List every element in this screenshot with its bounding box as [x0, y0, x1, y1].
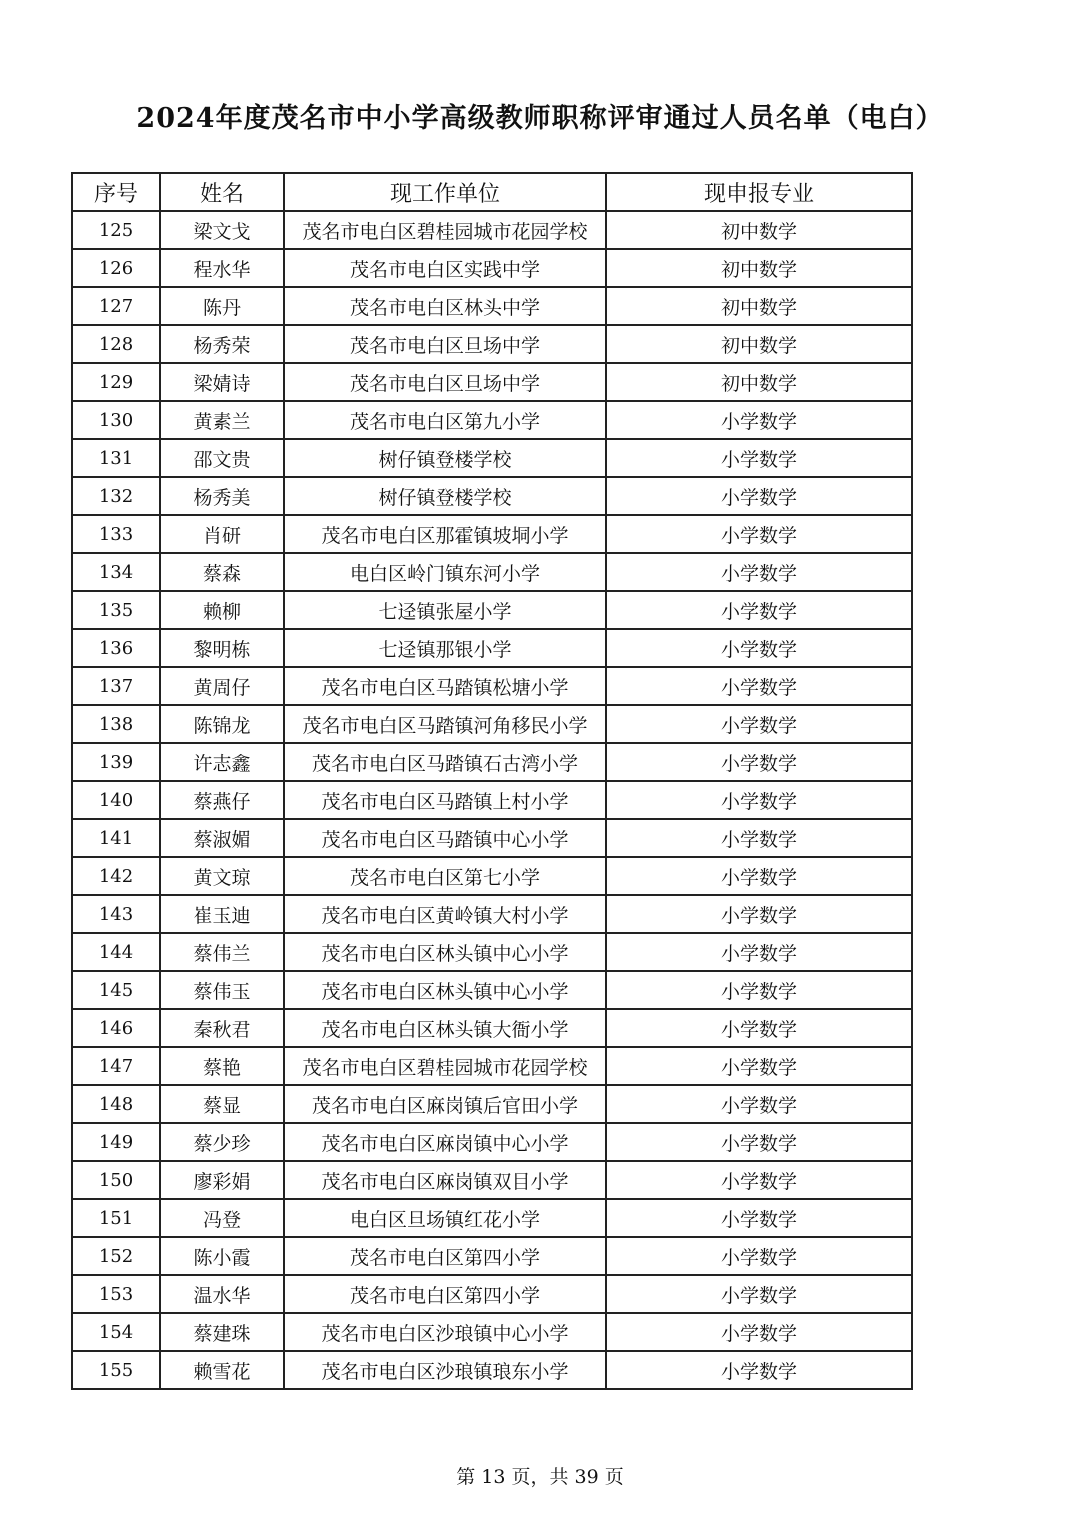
- table-row: [72, 705, 912, 743]
- cell-major: 小学数学: [606, 781, 912, 819]
- cell-major: 小学数学: [606, 591, 912, 629]
- cell-name: 陈丹: [160, 287, 284, 325]
- cell-workplace: 茂名市电白区黄岭镇大村小学: [284, 895, 606, 933]
- cell-name: 黄文琼: [160, 857, 284, 895]
- table-row: [72, 287, 912, 325]
- cell-index: 152: [72, 1237, 160, 1275]
- table-row: [72, 895, 912, 933]
- cell-name: 程水华: [160, 249, 284, 287]
- cell-workplace: 茂名市电白区第四小学: [284, 1237, 606, 1275]
- cell-name: 杨秀荣: [160, 325, 284, 363]
- cell-name: 梁文戈: [160, 211, 284, 249]
- cell-major: 小学数学: [606, 1199, 912, 1237]
- cell-major: 小学数学: [606, 743, 912, 781]
- cell-name: 梁婧诗: [160, 363, 284, 401]
- table-row: [72, 933, 912, 971]
- cell-index: 146: [72, 1009, 160, 1047]
- table-row: [72, 1237, 912, 1275]
- cell-name: 蔡燕仔: [160, 781, 284, 819]
- table-row: [72, 971, 912, 1009]
- cell-name: 蔡少珍: [160, 1123, 284, 1161]
- cell-workplace: 茂名市电白区马踏镇中心小学: [284, 819, 606, 857]
- cell-workplace: 茂名市电白区碧桂园城市花园学校: [284, 1047, 606, 1085]
- table-row: [72, 401, 912, 439]
- cell-index: 139: [72, 743, 160, 781]
- cell-major: 小学数学: [606, 1275, 912, 1313]
- cell-name: 陈小霞: [160, 1237, 284, 1275]
- cell-workplace: 树仔镇登楼学校: [284, 477, 606, 515]
- cell-workplace: 茂名市电白区沙琅镇琅东小学: [284, 1351, 606, 1389]
- cell-major: 小学数学: [606, 1237, 912, 1275]
- table-row: [72, 325, 912, 363]
- page-number: 第 13 页，共 39 页: [456, 1466, 624, 1488]
- cell-major: 小学数学: [606, 971, 912, 1009]
- cell-index: 132: [72, 477, 160, 515]
- table-row: [72, 553, 912, 591]
- table-row: [72, 629, 912, 667]
- cell-major: 小学数学: [606, 667, 912, 705]
- cell-index: 126: [72, 249, 160, 287]
- cell-name: 蔡显: [160, 1085, 284, 1123]
- cell-name: 杨秀美: [160, 477, 284, 515]
- cell-workplace: 茂名市电白区林头镇中心小学: [284, 971, 606, 1009]
- cell-workplace: 七迳镇张屋小学: [284, 591, 606, 629]
- cell-index: 142: [72, 857, 160, 895]
- cell-workplace: 茂名市电白区第七小学: [284, 857, 606, 895]
- cell-index: 136: [72, 629, 160, 667]
- table-row: [72, 1161, 912, 1199]
- cell-index: 151: [72, 1199, 160, 1237]
- cell-index: 145: [72, 971, 160, 1009]
- cell-major: 初中数学: [606, 287, 912, 325]
- cell-workplace: 茂名市电白区沙琅镇中心小学: [284, 1313, 606, 1351]
- cell-name: 蔡艳: [160, 1047, 284, 1085]
- cell-name: 蔡淑媚: [160, 819, 284, 857]
- cell-major: 初中数学: [606, 249, 912, 287]
- table-row: [72, 1351, 912, 1389]
- cell-major: 小学数学: [606, 1123, 912, 1161]
- cell-workplace: 茂名市电白区实践中学: [284, 249, 606, 287]
- cell-major: 小学数学: [606, 705, 912, 743]
- personnel-table-container: [71, 172, 911, 1390]
- cell-name: 蔡建珠: [160, 1313, 284, 1351]
- table-row: [72, 781, 912, 819]
- cell-index: 141: [72, 819, 160, 857]
- cell-major: 初中数学: [606, 325, 912, 363]
- cell-major: 初中数学: [606, 211, 912, 249]
- cell-workplace: 茂名市电白区林头镇大衙小学: [284, 1009, 606, 1047]
- cell-workplace: 茂名市电白区那霍镇坡垌小学: [284, 515, 606, 553]
- cell-index: 155: [72, 1351, 160, 1389]
- cell-major: 小学数学: [606, 515, 912, 553]
- header-workplace: 现工作单位: [284, 173, 606, 211]
- table-row: [72, 515, 912, 553]
- cell-workplace: 七迳镇那银小学: [284, 629, 606, 667]
- cell-name: 黄素兰: [160, 401, 284, 439]
- cell-workplace: 茂名市电白区麻岗镇双目小学: [284, 1161, 606, 1199]
- cell-workplace: 茂名市电白区马踏镇石古湾小学: [284, 743, 606, 781]
- table-row: [72, 1275, 912, 1313]
- cell-index: 144: [72, 933, 160, 971]
- cell-major: 小学数学: [606, 439, 912, 477]
- cell-workplace: 茂名市电白区麻岗镇中心小学: [284, 1123, 606, 1161]
- cell-index: 125: [72, 211, 160, 249]
- table-row: [72, 1123, 912, 1161]
- cell-workplace: 茂名市电白区马踏镇松塘小学: [284, 667, 606, 705]
- table-row: [72, 591, 912, 629]
- table-row: [72, 819, 912, 857]
- table-row: [72, 211, 912, 249]
- cell-major: 小学数学: [606, 933, 912, 971]
- cell-major: 小学数学: [606, 1161, 912, 1199]
- table-header-row: [72, 173, 912, 211]
- cell-index: 143: [72, 895, 160, 933]
- cell-major: 小学数学: [606, 857, 912, 895]
- cell-index: 135: [72, 591, 160, 629]
- cell-name: 邵文贵: [160, 439, 284, 477]
- cell-major: 初中数学: [606, 363, 912, 401]
- cell-major: 小学数学: [606, 1009, 912, 1047]
- table-row: [72, 1199, 912, 1237]
- cell-workplace: 电白区旦场镇红花小学: [284, 1199, 606, 1237]
- cell-index: 149: [72, 1123, 160, 1161]
- table-row: [72, 477, 912, 515]
- cell-workplace: 茂名市电白区马踏镇上村小学: [284, 781, 606, 819]
- cell-major: 小学数学: [606, 629, 912, 667]
- cell-name: 许志鑫: [160, 743, 284, 781]
- cell-major: 小学数学: [606, 401, 912, 439]
- cell-major: 小学数学: [606, 1351, 912, 1389]
- cell-workplace: 茂名市电白区马踏镇河角移民小学: [284, 705, 606, 743]
- cell-index: 137: [72, 667, 160, 705]
- cell-major: 小学数学: [606, 477, 912, 515]
- header-major: 现申报专业: [606, 173, 912, 211]
- cell-index: 130: [72, 401, 160, 439]
- cell-major: 小学数学: [606, 553, 912, 591]
- cell-workplace: 树仔镇登楼学校: [284, 439, 606, 477]
- cell-workplace: 茂名市电白区碧桂园城市花园学校: [284, 211, 606, 249]
- table-row: [72, 1085, 912, 1123]
- cell-index: 138: [72, 705, 160, 743]
- cell-major: 小学数学: [606, 819, 912, 857]
- cell-name: 秦秋君: [160, 1009, 284, 1047]
- table-row: [72, 1047, 912, 1085]
- cell-name: 冯登: [160, 1199, 284, 1237]
- cell-major: 小学数学: [606, 1313, 912, 1351]
- cell-name: 崔玉迪: [160, 895, 284, 933]
- table-row: [72, 743, 912, 781]
- table-row: [72, 249, 912, 287]
- cell-workplace: 茂名市电白区第四小学: [284, 1275, 606, 1313]
- table-row: [72, 1009, 912, 1047]
- cell-workplace: 茂名市电白区林头中学: [284, 287, 606, 325]
- cell-major: 小学数学: [606, 1085, 912, 1123]
- cell-name: 蔡伟玉: [160, 971, 284, 1009]
- cell-name: 陈锦龙: [160, 705, 284, 743]
- page-title: 2024年度茂名市中小学高级教师职称评审通过人员名单（电白）: [136, 103, 944, 134]
- cell-name: 蔡森: [160, 553, 284, 591]
- cell-name: 赖雪花: [160, 1351, 284, 1389]
- cell-major: 小学数学: [606, 895, 912, 933]
- cell-name: 黎明栋: [160, 629, 284, 667]
- cell-name: 廖彩娟: [160, 1161, 284, 1199]
- cell-index: 153: [72, 1275, 160, 1313]
- table-row: [72, 1313, 912, 1351]
- cell-index: 127: [72, 287, 160, 325]
- personnel-table: [71, 172, 913, 1390]
- cell-index: 140: [72, 781, 160, 819]
- table-row: [72, 857, 912, 895]
- cell-major: 小学数学: [606, 1047, 912, 1085]
- cell-name: 赖柳: [160, 591, 284, 629]
- cell-workplace: 电白区岭门镇东河小学: [284, 553, 606, 591]
- cell-index: 147: [72, 1047, 160, 1085]
- cell-name: 蔡伟兰: [160, 933, 284, 971]
- cell-workplace: 茂名市电白区第九小学: [284, 401, 606, 439]
- cell-index: 134: [72, 553, 160, 591]
- cell-name: 黄周仔: [160, 667, 284, 705]
- cell-index: 133: [72, 515, 160, 553]
- table-row: [72, 363, 912, 401]
- cell-workplace: 茂名市电白区林头镇中心小学: [284, 933, 606, 971]
- cell-name: 肖研: [160, 515, 284, 553]
- cell-index: 129: [72, 363, 160, 401]
- cell-index: 128: [72, 325, 160, 363]
- table-row: [72, 439, 912, 477]
- cell-index: 150: [72, 1161, 160, 1199]
- cell-index: 154: [72, 1313, 160, 1351]
- cell-workplace: 茂名市电白区旦场中学: [284, 363, 606, 401]
- header-name: 姓名: [160, 173, 284, 211]
- cell-index: 148: [72, 1085, 160, 1123]
- cell-index: 131: [72, 439, 160, 477]
- cell-workplace: 茂名市电白区麻岗镇后官田小学: [284, 1085, 606, 1123]
- cell-name: 温水华: [160, 1275, 284, 1313]
- cell-workplace: 茂名市电白区旦场中学: [284, 325, 606, 363]
- table-body: [72, 211, 912, 1389]
- header-index: 序号: [72, 173, 160, 211]
- table-row: [72, 667, 912, 705]
